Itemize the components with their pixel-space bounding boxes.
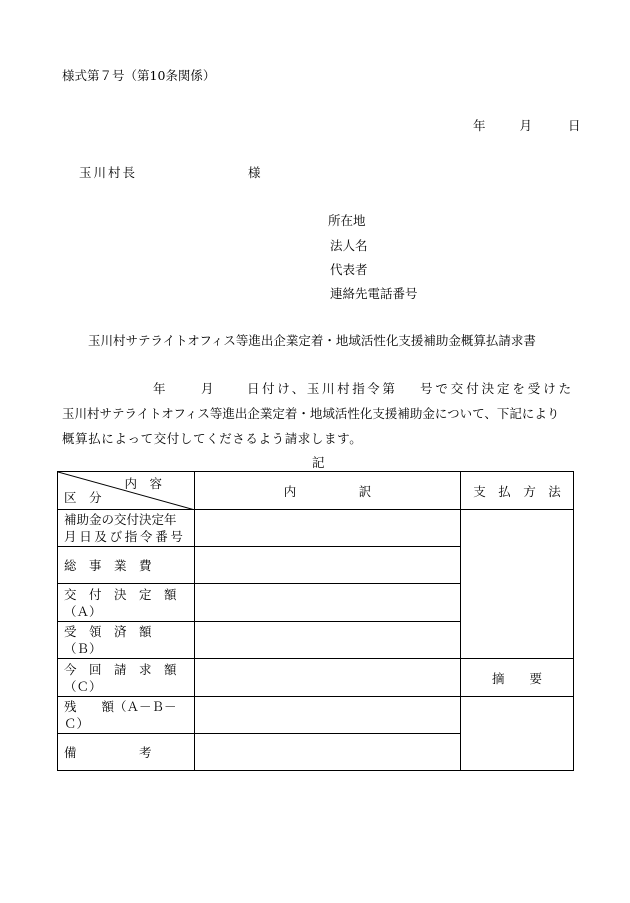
cell-grant-amount[interactable] xyxy=(195,584,461,622)
row-label-received-amount xyxy=(58,622,195,659)
row-label-main: 受 領 済 額 xyxy=(64,624,152,639)
body-line-2: 玉川村サテライトオフィス等進出企業定着・地域活性化支援補助金について、下記により xyxy=(62,406,560,421)
row-label-notes: 備 考 xyxy=(58,734,195,771)
corner-top-label: 内 容 xyxy=(124,476,162,491)
date-line xyxy=(473,116,581,134)
addressee-honorific: 様 xyxy=(248,165,261,180)
row-label-balance xyxy=(58,697,195,734)
form-number: 様式第７号（第10条関係） xyxy=(62,68,216,83)
date-month: 月 xyxy=(519,118,533,133)
ki-label: 記 xyxy=(312,455,325,470)
body-line-3: 概算払によって交付してくださるよう請求します。 xyxy=(62,431,363,446)
addressee-name: 玉川村長 xyxy=(79,165,138,180)
cell-remarks[interactable] xyxy=(461,697,574,771)
corner-cell xyxy=(58,472,195,510)
row-label-sub: （Ｂ） xyxy=(64,641,102,656)
row-label-line2: Ｃ） xyxy=(64,716,90,731)
field-company: 法人名 xyxy=(330,238,368,253)
document-title: 玉川村サテライトオフィス等進出企業定着・地域活性化支援補助金概算払請求書 xyxy=(88,333,536,348)
field-representative: 代表者 xyxy=(330,262,368,277)
cell-total-cost[interactable] xyxy=(195,547,461,584)
row-label-main: 交 付 決 定 額 xyxy=(64,586,177,602)
body-directive: 日付け、玉川村指令第 xyxy=(247,381,398,396)
row-label-sub: （Ａ） xyxy=(64,603,102,619)
row-label-main: 今 回 請 求 額 xyxy=(64,661,177,677)
row-label-total-cost: 総 事 業 費 xyxy=(58,547,195,584)
field-address: 所在地 xyxy=(328,213,366,228)
body-line-1 xyxy=(62,379,574,397)
cell-notes[interactable] xyxy=(195,734,461,771)
body-month: 月 xyxy=(201,381,214,396)
date-day: 日 xyxy=(568,118,581,133)
cell-balance[interactable] xyxy=(195,697,461,734)
row-label-sub: （Ｃ） xyxy=(64,678,102,694)
col-payment-header: 支 払 方 法 xyxy=(461,472,574,510)
cell-payment-method[interactable] xyxy=(461,510,574,659)
cell-decision-date[interactable] xyxy=(195,510,461,547)
row-label-grant-amount xyxy=(58,584,195,622)
date-year: 年 xyxy=(473,118,486,133)
row-label-line1: 残 額（Ａ－Ｂ－ xyxy=(64,699,177,714)
body-decision: 号で交付決定を受けた xyxy=(420,381,575,396)
row-label-line2: 月日及び指令番号 xyxy=(64,529,186,544)
row-label-decision-date xyxy=(58,510,195,547)
remarks-header: 摘 要 xyxy=(461,659,574,697)
col-breakdown-header: 内 訳 xyxy=(195,472,461,510)
cell-received-amount[interactable] xyxy=(195,622,461,659)
field-phone: 連絡先電話番号 xyxy=(330,286,418,301)
body-year: 年 xyxy=(153,381,166,396)
claim-table xyxy=(57,471,574,771)
cell-claim-amount[interactable] xyxy=(195,659,461,697)
row-label-claim-amount xyxy=(58,659,195,697)
row-label-line1: 補助金の交付決定年 xyxy=(64,512,177,527)
corner-bottom-label: 区 分 xyxy=(64,490,102,505)
